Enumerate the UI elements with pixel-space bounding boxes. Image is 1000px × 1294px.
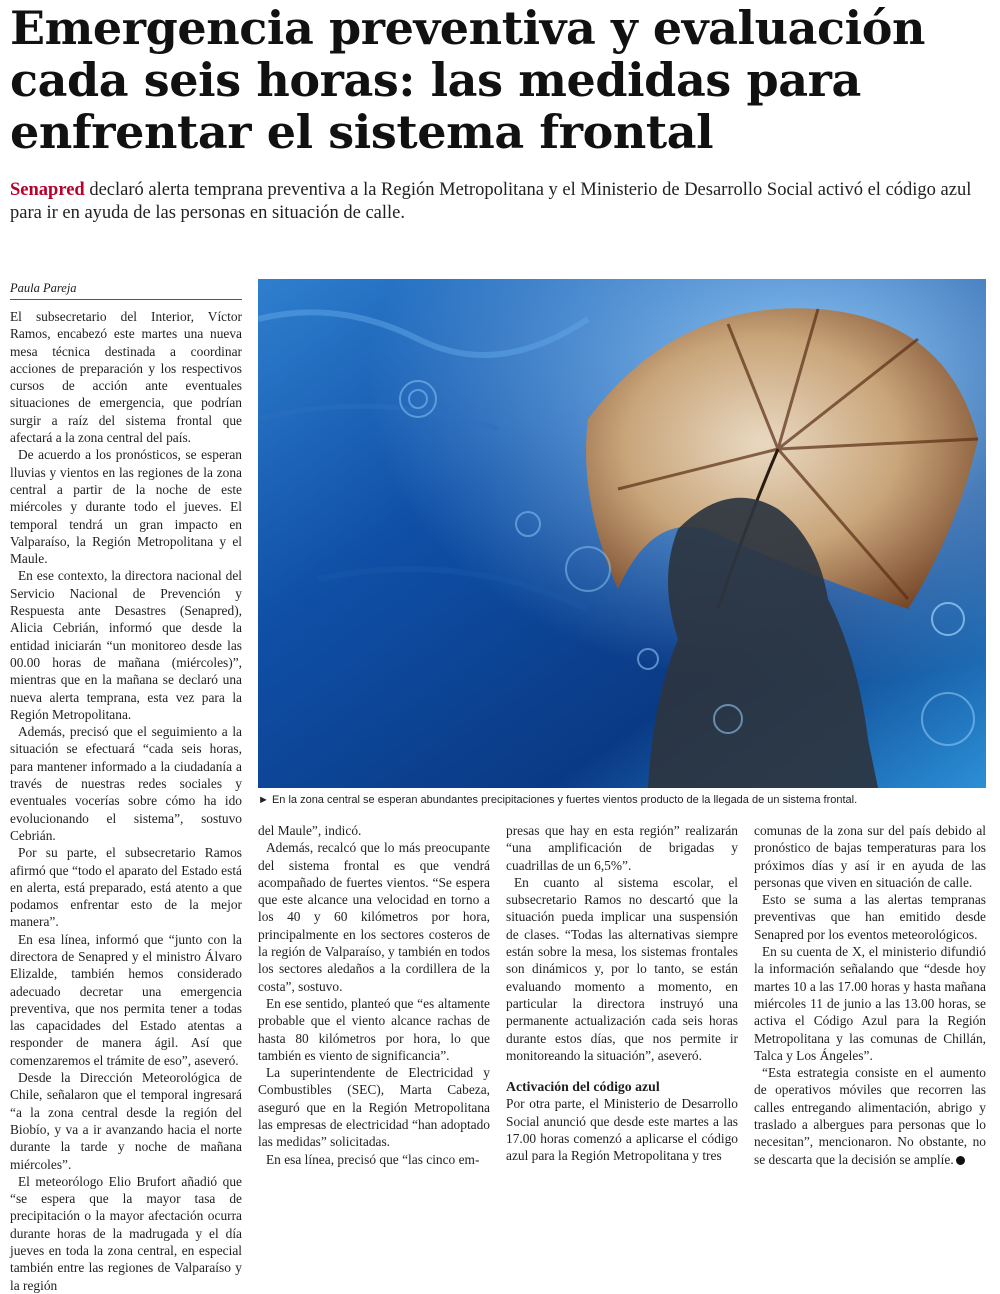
paragraph: El subsecretario del Interior, Víctor Ramos, encabezó este martes una nueva mesa técnica destinada a coordinar acciones de preparación y los respectivos cursos de acción ante eventuales situaciones de emergencia, que podrían surgir a raíz del sistema frontal que afectará a la zona central del país. (10, 309, 242, 446)
paragraph: Además, recalcó que lo más preocupante del sistema frontal es que vendrá acompañado de fuertes vientos. “Se espera que este alcance una velocidad en torno a los 40 y 60 kilómetros por hora, principalmente en los sectores costeros de la región de Valparaíso, y también en todos los sectores aledaños a la cordillera de la costa”, sostuvo. (258, 840, 490, 994)
article-photo (258, 279, 986, 788)
subheading: Activación del código azul (506, 1079, 660, 1095)
paragraph: presas que hay en esta región” realizarán “una amplificación de brigadas y cuadrillas de un 6,5%”. (506, 823, 738, 873)
paragraph: En esa línea, informó que “junto con la directora de Senapred y el ministro Álvaro Elizalde, también hemos considerado adecuado decretar una emergencia preventiva, que nos permita tener a todas las capacidades del Estado atentas a responder de manera ágil. Así que comenzaremos el trámite de eso”, aseveró. (10, 931, 242, 1068)
lead-kicker: Senapred (10, 180, 85, 200)
paragraph: Esto se suma a las alertas tempranas preventivas que han emitido desde Senapred por los eventos meteorológicos. (754, 892, 986, 942)
headline: Emergencia preventiva y evaluación cada seis horas: las medidas para enfrentar el sistema frontal (10, 1, 926, 159)
byline: Paula Pareja (10, 281, 242, 300)
paragraph: El meteorólogo Elio Brufort añadió que “se espera que la mayor tasa de precipitación o la mayor afectación ocurra durante horas de la madrugada y el día jueves en toda la zona central, en especial también entre las regiones de Valparaíso y la región (10, 1173, 242, 1293)
paragraph: Además, precisó que el seguimiento a la situación se efectuará “cada seis horas, para mantener informado a la ciudadanía a través de nuestras redes sociales y eventuales vocerías sobre cómo ha ido evolucionando el sistema”, sostuvo Cebrián. (10, 724, 242, 843)
paragraph: Por otra parte, el Ministerio de Desarrollo Social anunció que desde este martes a las 17.00 horas comenzó a aplicarse el código azul para la Región Metropolitana y tres (506, 1096, 738, 1164)
paragraph-text: “Esta estrategia consiste en el aumento de operativos móviles que recorren las calles entregando alimentación, abrigo y traslado a albergues para personas que lo necesitan”, mencionaron. No obstante, no se descarta que la decisión se amplíe. (754, 1065, 986, 1167)
photo-caption: ► En la zona central se esperan abundantes precipitaciones y fuertes vientos producto de la llegada de un sistema frontal. (258, 794, 858, 806)
paragraph: De acuerdo a los pronósticos, se esperan lluvias y vientos en las regiones de la zona central a partir de la noche de este miércoles y durante todo el jueves. El temporal tendrá un gran impacto en Valparaíso, la Región Metropolitana y el Maule. (10, 447, 242, 567)
paragraph: Por su parte, el subsecretario Ramos afirmó que “todo el aparato del Estado está en alerta, está preparado, está atento a que podamos enfrentar esto de la mejor manera”. (10, 845, 242, 930)
paragraph: En cuanto al sistema escolar, el subsecretario Ramos no descartó que la situación pueda implicar una suspensión de clases. “Todas las alternativas siempre están sobre la mesa, los sistemas frontales son dinámicos y, por lo tanto, se están evaluando momento a momento, en particular la directora instruyó una permanente actualización cada seis horas durante estos días, que nos permite ir monitoreando la situación”, aseveró. (506, 874, 738, 1063)
paragraph: del Maule”, indicó. (258, 823, 362, 838)
article-column-4 (754, 822, 986, 1168)
lead-text: declaró alerta temprana preventiva a la Región Metropolitana y el Ministerio de Desarrollo Social activó el código azul para ir en ayuda de las personas en situación de calle. (10, 180, 972, 223)
paragraph: En ese contexto, la directora nacional del Servicio Nacional de Prevención y Respuesta ante Desastres (Senapred), Alicia Cebrián, informó que desde la entidad iniciarán “un monitoreo desde las 00.00 horas de mañana (miércoles)”, mientras que en la mañana se declaró una nueva alerta temprana, esta vez para la Región Metropolitana. (10, 568, 242, 722)
paragraph: En esa línea, precisó que “las cinco em- (266, 1151, 480, 1167)
paragraph (754, 1064, 986, 1168)
umbrella-reflection-illustration (258, 279, 986, 788)
paragraph: La superintendente de Electricidad y Combustibles (SEC), Marta Cabeza, aseguró que en la Región Metropolitana las empresas de electricidad “han adoptado las medidas” solicitadas. (258, 1065, 490, 1150)
article-column-2 (258, 822, 490, 1168)
paragraph: En ese sentido, planteó que “es altamente probable que el viento alcance rachas de hasta 80 kilómetros por hora, lo que también es viento de significancia”. (258, 995, 490, 1063)
article-column-1 (10, 308, 242, 1294)
article-column-3 (506, 822, 738, 1165)
paragraph: En su cuenta de X, el ministerio difundió la información señalando que “desde hoy martes 10 a las 17.00 horas y hasta mañana miércoles 11 de junio a las 13.00 horas, se activa el Código Azul para la Región Metropolitana y las comunas de Chillán, Talca y Los Ángeles”. (754, 944, 986, 1063)
paragraph: comunas de la zona sur del país debido al pronóstico de bajas temperaturas para los próximos días y así ir en ayuda de las personas que viven en situación de calle. (754, 823, 986, 890)
paragraph: Desde la Dirección Meteorológica de Chile, señalaron que el temporal ingresará “a la zona central desde la región del Biobío, y va a ir avanzando hacia el norte durante la tarde y noche de mañana miércoles”. (10, 1070, 242, 1172)
lead-paragraph (10, 179, 995, 225)
filled-circle-icon (956, 1156, 965, 1165)
